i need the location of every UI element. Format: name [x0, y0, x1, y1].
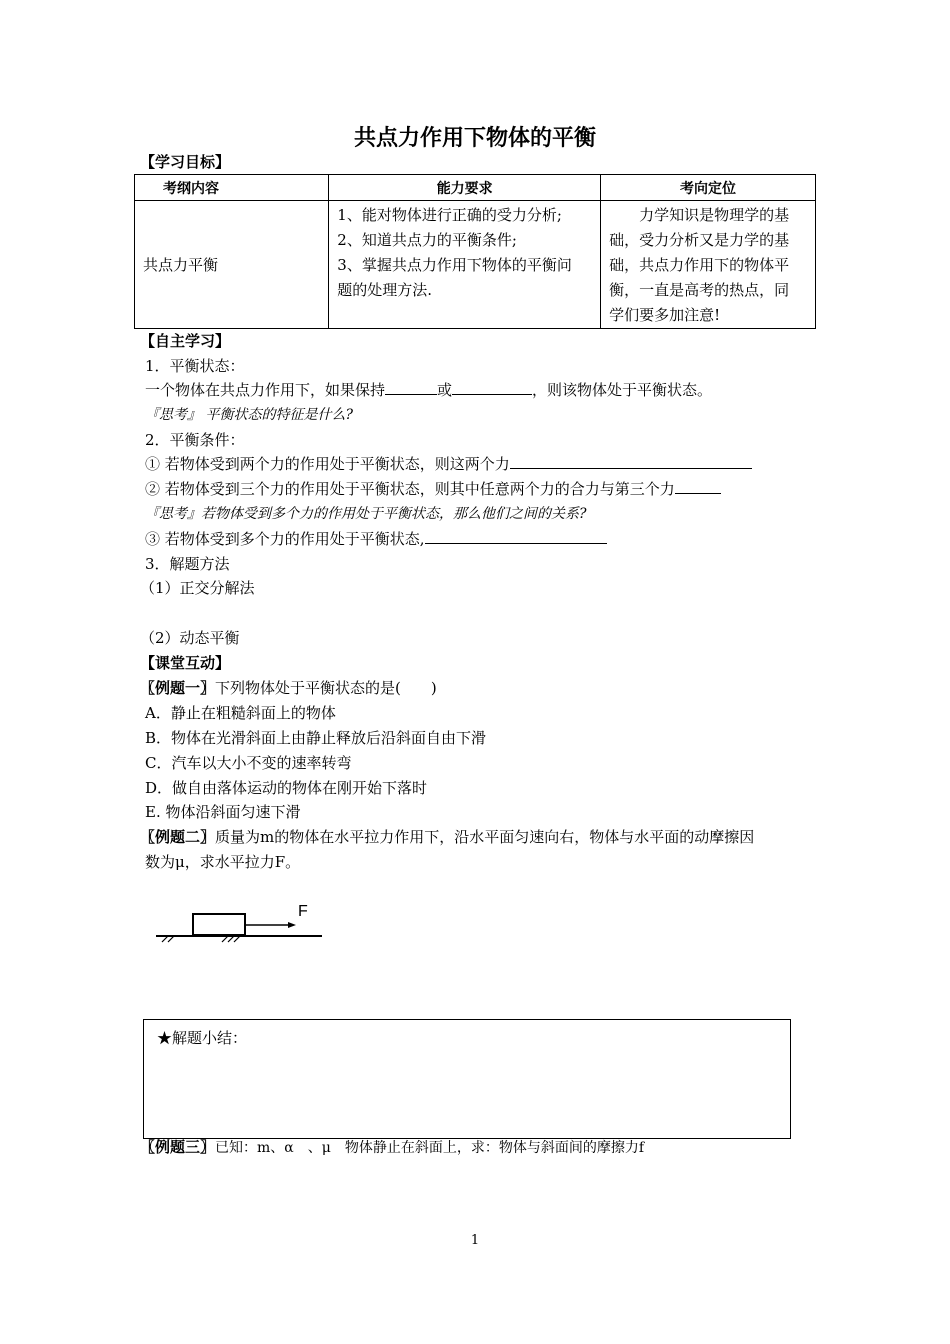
direction-line: 础，受力分析又是力学的基 — [609, 231, 790, 249]
text: ② 若物体受到三个力的作用处于平衡状态，则其中任意两个力的合力与第三个力 — [145, 480, 675, 498]
text: ③ 若物体受到多个力的作用处于平衡状态, — [145, 530, 425, 548]
col-header-direction: 考向定位 — [601, 175, 816, 201]
think-question-1: 『思考』 平衡状态的特征是什么? — [145, 407, 353, 423]
option-c: C．汽车以大小不变的速率转弯 — [145, 754, 352, 772]
fill-blank-1[interactable] — [385, 380, 437, 395]
ability-line: 2、知道共点力的平衡条件; — [337, 231, 517, 249]
block — [193, 914, 245, 935]
cell-direction — [601, 201, 816, 329]
think-question-2: 『思考』若物体受到多个力的作用处于平衡状态，那么他们之间的关系? — [145, 506, 587, 522]
summary-box[interactable] — [143, 1019, 791, 1139]
ability-line: 3、掌握共点力作用下物体的平衡问 — [337, 256, 572, 274]
example-label: 〖例题三〗 — [140, 1138, 216, 1156]
fill-blank-4[interactable] — [675, 479, 721, 494]
fill-blank-2[interactable] — [452, 380, 532, 395]
text: 或 — [437, 381, 453, 399]
direction-line: 学们要多加注意! — [609, 306, 721, 324]
text: 一个物体在共点力作用下，如果保持 — [145, 381, 386, 399]
col-header-ability: 能力要求 — [329, 175, 601, 201]
example-text: 已知：m、α 、μ 物体静止在斜面上，求：物体与斜面间的摩擦力f — [215, 1140, 645, 1156]
section2-title: 2．平衡条件： — [145, 431, 245, 449]
example-label: 〖例题二〗 — [140, 828, 216, 846]
classroom-heading: 【课堂互动】 — [140, 654, 231, 672]
example-label: 〖例题一〗 — [140, 679, 216, 697]
method-1: （1）正交分解法 — [140, 579, 255, 597]
example-3 — [140, 1136, 644, 1157]
ability-line: 1、能对物体进行正确的受力分析; — [337, 206, 562, 224]
option-a: A．静止在粗糙斜面上的物体 — [145, 704, 336, 722]
col-header-content: 考纲内容 — [135, 175, 329, 201]
ability-line: 题的处理方法. — [337, 281, 433, 299]
option-e: E. 物体沿斜面匀速下滑 — [145, 803, 301, 821]
goals-table — [134, 174, 816, 329]
example-1 — [140, 677, 437, 698]
example-2 — [140, 826, 754, 847]
fill-blank-5[interactable] — [425, 529, 607, 544]
section1-title: 1．平衡状态： — [145, 357, 245, 375]
cell-abilities — [329, 201, 601, 329]
summary-label: ★解题小结： — [157, 1029, 248, 1047]
text: ① 若物体受到两个力的作用处于平衡状态，则这两个力 — [145, 455, 510, 473]
block-force-diagram — [150, 895, 330, 945]
fill-blank-3[interactable] — [510, 454, 752, 469]
direction-line: 力学知识是物理学的基 — [639, 206, 790, 224]
arrow-head — [288, 922, 296, 928]
option-d: D．做自由落体运动的物体在刚开始下落时 — [145, 779, 428, 797]
direction-line: 础，共点力作用下的物体平 — [609, 256, 790, 274]
self-study-heading: 【自主学习】 — [140, 332, 231, 350]
text: ，则该物体处于平衡状态。 — [532, 381, 713, 399]
example-text: 质量为m的物体在水平拉力作用下，沿水平面匀速向右，物体与水平面的动摩擦因 — [215, 828, 755, 846]
condition-2 — [145, 478, 721, 499]
section1-text — [145, 379, 712, 400]
direction-line: 衡，一直是高考的热点，同 — [609, 281, 790, 299]
goals-heading: 【学习目标】 — [140, 153, 231, 171]
condition-1 — [145, 453, 752, 474]
section3-title: 3．解题方法 — [145, 555, 230, 573]
option-b: B．物体在光滑斜面上由静止释放后沿斜面自由下滑 — [145, 729, 487, 747]
cell-content: 共点力平衡 — [135, 201, 329, 329]
method-2: （2）动态平衡 — [140, 629, 240, 647]
page-number: 1 — [470, 1233, 480, 1248]
condition-3 — [145, 528, 607, 549]
force-label: F — [298, 903, 308, 920]
example-text: 下列物体处于平衡状态的是( ) — [215, 679, 437, 697]
example-2-cont: 数为μ，求水平拉力F。 — [145, 853, 301, 871]
page-title: 共点力作用下物体的平衡 — [353, 126, 596, 151]
